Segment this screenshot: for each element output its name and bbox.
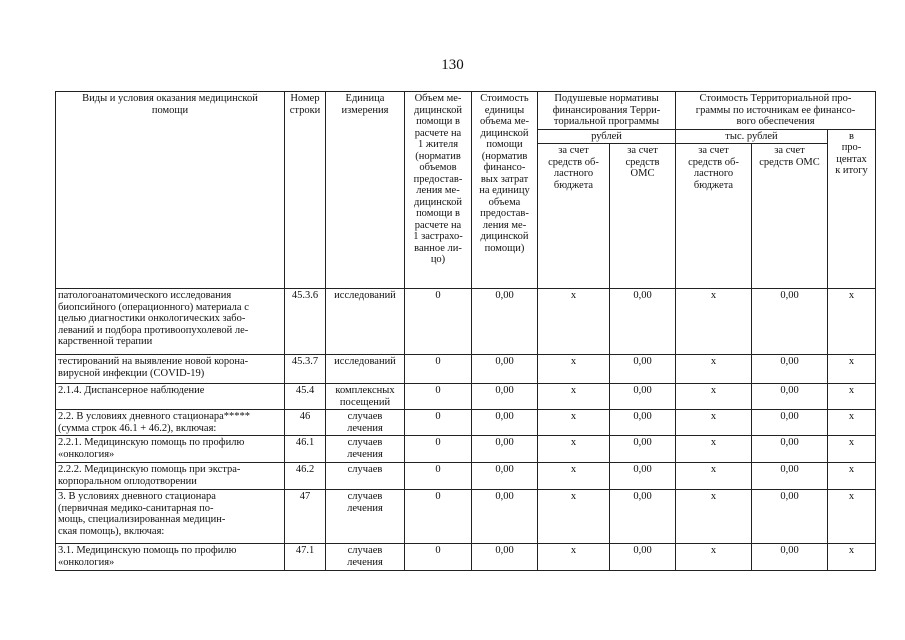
table-row	[56, 490, 876, 544]
header-budget-2: за счет средств об- ластного бюджета	[676, 144, 752, 289]
table-row	[56, 410, 876, 436]
row-unit: случаев лечения	[326, 544, 405, 571]
row-oms-2: 0,00	[752, 436, 828, 463]
row-percent: x	[828, 463, 876, 490]
row-percent: x	[828, 490, 876, 544]
row-oms: 0,00	[610, 355, 676, 384]
row-oms-2: 0,00	[752, 463, 828, 490]
row-oms: 0,00	[610, 289, 676, 355]
row-oms-2: 0,00	[752, 384, 828, 410]
row-volume: 0	[405, 355, 472, 384]
row-cost: 0,00	[472, 384, 538, 410]
row-name: тестирований на выявление новой корона- вирусной инфекции (COVID-19)	[56, 355, 285, 384]
row-cost: 0,00	[472, 463, 538, 490]
row-number: 45.3.7	[285, 355, 326, 384]
row-budget: x	[538, 384, 610, 410]
row-budget-2: x	[676, 384, 752, 410]
row-volume: 0	[405, 490, 472, 544]
row-unit: комплексных посещений	[326, 384, 405, 410]
row-name: 3.1. Медицинскую помощь по профилю «онкология»	[56, 544, 285, 571]
row-oms: 0,00	[610, 490, 676, 544]
row-name: 2.2.2. Медицинскую помощь при экстра- корпоральном оплодотворении	[56, 463, 285, 490]
row-oms-2: 0,00	[752, 289, 828, 355]
row-oms: 0,00	[610, 544, 676, 571]
row-oms-2: 0,00	[752, 544, 828, 571]
header-row-no: Номер строки	[285, 92, 326, 289]
row-budget: x	[538, 463, 610, 490]
header-cost: Стоимость единицы объема ме- дицинской помощи (норматив финансо- вых затрат на единицу объема предостав- ления ме- дицинской помощи)	[472, 92, 538, 289]
row-volume: 0	[405, 289, 472, 355]
table-row	[56, 544, 876, 571]
row-volume: 0	[405, 544, 472, 571]
row-percent: x	[828, 355, 876, 384]
row-budget-2: x	[676, 490, 752, 544]
row-unit: исследований	[326, 289, 405, 355]
row-oms: 0,00	[610, 463, 676, 490]
row-cost: 0,00	[472, 436, 538, 463]
row-name: 3. В условиях дневного стационара (первичная медико-санитарная по- мощь, специализированная медицин- ская помощь), включая:	[56, 490, 285, 544]
row-oms: 0,00	[610, 384, 676, 410]
header-percent: в про- центах к итогу	[828, 129, 876, 289]
row-budget-2: x	[676, 355, 752, 384]
row-number: 46	[285, 410, 326, 436]
row-oms: 0,00	[610, 436, 676, 463]
row-cost: 0,00	[472, 289, 538, 355]
row-unit: случаев	[326, 463, 405, 490]
row-percent: x	[828, 384, 876, 410]
row-budget: x	[538, 436, 610, 463]
row-cost: 0,00	[472, 490, 538, 544]
row-name: 2.2.1. Медицинскую помощь по профилю «онкология»	[56, 436, 285, 463]
table-row	[56, 289, 876, 355]
row-budget: x	[538, 355, 610, 384]
row-budget-2: x	[676, 463, 752, 490]
header-rub: рублей	[538, 129, 676, 144]
row-name: патологоанатомического исследования биопсийного (операционного) материала с целью диагностики онкологических забо- леваний и подбора противоопухолевой ле- карственной терапии	[56, 289, 285, 355]
data-table	[55, 91, 876, 571]
row-number: 46.1	[285, 436, 326, 463]
row-budget-2: x	[676, 436, 752, 463]
table-row	[56, 436, 876, 463]
row-cost: 0,00	[472, 355, 538, 384]
header-thous-rub: тыс. рублей	[676, 129, 828, 144]
row-budget: x	[538, 544, 610, 571]
table-row	[56, 355, 876, 384]
row-oms-2: 0,00	[752, 355, 828, 384]
row-volume: 0	[405, 384, 472, 410]
header-kind: Виды и условия оказания медицинской помощи	[56, 92, 285, 289]
header-oms: за счет средств ОМС	[610, 144, 676, 289]
header-volume: Объем ме- дицинской помощи в расчете на 1 жителя (норматив объемов предостав- ления ме- дицинской помощи в расчете на 1 застрахо- ванное ли- цо)	[405, 92, 472, 289]
row-unit: случаев лечения	[326, 410, 405, 436]
header-budget: за счет средств об- ластного бюджета	[538, 144, 610, 289]
table-row	[56, 384, 876, 410]
row-cost: 0,00	[472, 410, 538, 436]
page-number: 130	[441, 57, 464, 73]
row-budget-2: x	[676, 289, 752, 355]
row-volume: 0	[405, 436, 472, 463]
row-percent: x	[828, 436, 876, 463]
row-oms: 0,00	[610, 410, 676, 436]
row-name: 2.1.4. Диспансерное наблюдение	[56, 384, 285, 410]
row-budget: x	[538, 410, 610, 436]
row-budget-2: x	[676, 544, 752, 571]
header-program-cost: Стоимость Территориальной про- граммы по источникам ее финансо- вого обеспечения	[676, 92, 876, 130]
row-percent: x	[828, 544, 876, 571]
row-unit: исследований	[326, 355, 405, 384]
row-unit: случаев лечения	[326, 436, 405, 463]
row-number: 45.4	[285, 384, 326, 410]
row-percent: x	[828, 289, 876, 355]
row-percent: x	[828, 410, 876, 436]
table-row	[56, 463, 876, 490]
row-cost: 0,00	[472, 544, 538, 571]
row-number: 46.2	[285, 463, 326, 490]
row-unit: случаев лечения	[326, 490, 405, 544]
header-per-capita: Подушевые нормативы финансирования Терри- ториальной программы	[538, 92, 676, 130]
row-number: 45.3.6	[285, 289, 326, 355]
row-name: 2.2. В условиях дневного стационара***** (сумма строк 46.1 + 46.2), включая:	[56, 410, 285, 436]
row-oms-2: 0,00	[752, 490, 828, 544]
row-budget-2: x	[676, 410, 752, 436]
header-oms-2: за счет средств ОМС	[752, 144, 828, 289]
row-number: 47.1	[285, 544, 326, 571]
row-number: 47	[285, 490, 326, 544]
header-unit: Единица измерения	[326, 92, 405, 289]
row-volume: 0	[405, 410, 472, 436]
row-budget: x	[538, 490, 610, 544]
row-budget: x	[538, 289, 610, 355]
row-oms-2: 0,00	[752, 410, 828, 436]
row-volume: 0	[405, 463, 472, 490]
